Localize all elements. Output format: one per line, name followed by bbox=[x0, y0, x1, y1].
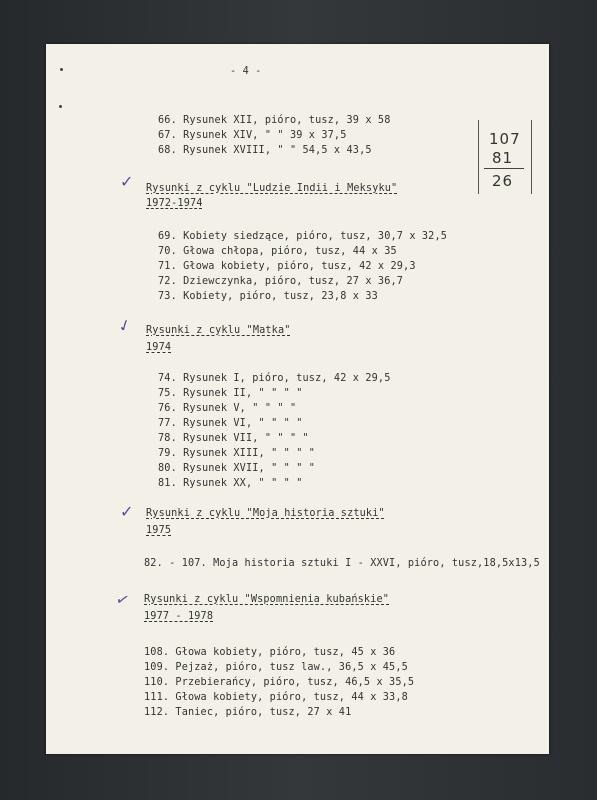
list-item: 79. Rysunek XIII, " " " " bbox=[158, 448, 316, 459]
list-item: 111. Głowa kobiety, pióro, tusz, 44 x 33,8 bbox=[144, 692, 408, 703]
list-item: 72. Dziewczynka, pióro, tusz, 27 x 36,7 bbox=[158, 276, 404, 287]
margin-note-rule bbox=[484, 168, 524, 169]
list-item: 71. Głowa kobiety, pióro, tusz, 42 x 29,3 bbox=[158, 261, 416, 272]
list-item: 110. Przebierańcy, pióro, tusz, 46,5 x 35,5 bbox=[144, 677, 415, 688]
list-item: 108. Głowa kobiety, pióro, tusz, 45 x 36 bbox=[144, 647, 396, 658]
list-item: 67. Rysunek XIV, " " 39 x 37,5 bbox=[158, 130, 347, 141]
margin-note-middle: 81 bbox=[492, 149, 514, 167]
section-heading: Rysunki z cyklu "Ludzie Indii i Meksyku" bbox=[146, 183, 398, 194]
list-item: 112. Taniec, pióro, tusz, 27 x 41 bbox=[144, 707, 352, 718]
list-item: 69. Kobiety siedzące, pióro, tusz, 30,7 x 32,5 bbox=[158, 231, 448, 242]
section-years: 1972-1974 bbox=[146, 198, 203, 209]
checkmark-icon: ✓ bbox=[120, 502, 134, 521]
list-item: 80. Rysunek XVII, " " " " bbox=[158, 463, 316, 474]
list-item: 75. Rysunek II, " " " " bbox=[158, 388, 303, 399]
document-page bbox=[46, 44, 549, 754]
list-item: 76. Rysunek V, " " " " bbox=[158, 403, 297, 414]
margin-note-top: 107 bbox=[489, 130, 521, 148]
section-heading: Rysunki z cyklu "Matka" bbox=[146, 325, 291, 336]
list-item: 82. - 107. Moja historia sztuki I - XXVI, pióro, tusz,18,5x13,5 bbox=[144, 558, 540, 569]
section-years: 1974 bbox=[146, 342, 172, 353]
list-item: 68. Rysunek XVIII, " " 54,5 x 43,5 bbox=[158, 145, 372, 156]
checkmark-icon: ✓ bbox=[120, 172, 134, 191]
list-item: 77. Rysunek VI, " " " " bbox=[158, 418, 303, 429]
list-item: 70. Głowa chłopa, pióro, tusz, 44 x 35 bbox=[158, 246, 397, 257]
list-item: 109. Pejzaż, pióro, tusz law., 36,5 x 45,5 bbox=[144, 662, 408, 673]
section-heading: Rysunki z cyklu "Moja historia sztuki" bbox=[146, 508, 385, 519]
list-item: 78. Rysunek VII, " " " " bbox=[158, 433, 309, 444]
section-years: 1975 bbox=[146, 525, 172, 536]
section-years: 1977 - 1978 bbox=[144, 611, 214, 622]
list-item: 66. Rysunek XII, pióro, tusz, 39 x 58 bbox=[158, 115, 391, 126]
checkmark-icon: ✓ bbox=[115, 314, 135, 337]
page-number: - 4 - bbox=[230, 66, 262, 77]
checkmark-icon: ✓ bbox=[113, 588, 132, 611]
list-item: 73. Kobiety, pióro, tusz, 23,8 x 33 bbox=[158, 291, 378, 302]
list-item: 81. Rysunek XX, " " " " bbox=[158, 478, 303, 489]
punch-mark bbox=[59, 105, 62, 108]
section-heading: Rysunki z cyklu "Wspomnienia kubańskie" bbox=[144, 594, 390, 605]
margin-note-result: 26 bbox=[492, 172, 514, 190]
punch-mark bbox=[60, 68, 63, 71]
list-item: 74. Rysunek I, pióro, tusz, 42 x 29,5 bbox=[158, 373, 391, 384]
